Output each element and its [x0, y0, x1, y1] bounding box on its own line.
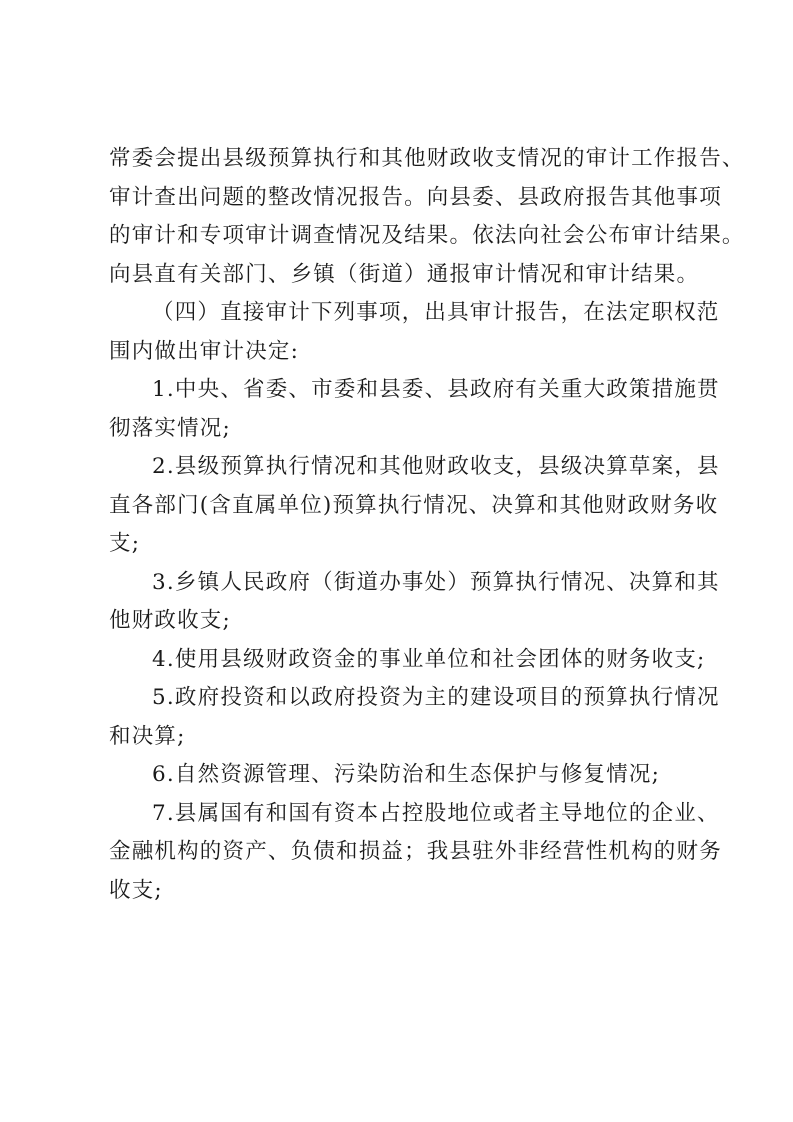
text-line: 的审计和专项审计调查情况及结果。依法向社会公布审计结果。 [109, 223, 745, 248]
text-line: 他财政收支; [109, 608, 231, 633]
text-line: 审计查出问题的整改情况报告。向县委、县政府报告其他事项 [109, 184, 722, 210]
list-item-1: 1.中央、省委、市委和县委、县政府有关重大政策措施贯 [152, 377, 720, 402]
list-item-3: 3.乡镇人民政府（街道办事处）预算执行情况、决算和其 [152, 569, 720, 595]
list-item-4: 4.使用县级财政资金的事业单位和社会团体的财务收支; [152, 646, 706, 672]
text-line: 向县直有关部门、乡镇（街道）通报审计情况和审计结果。 [109, 261, 700, 287]
text-line: 彻落实情况; [109, 415, 231, 441]
list-item-7: 7.县属国有和国有资本占控股地位或者主导地位的企业、 [152, 800, 720, 826]
text-line: 直各部门(含直属单位)预算执行情况、决算和其他财政财务收 [109, 492, 719, 518]
text-line: 围内做出审计决定: [109, 338, 300, 364]
list-item-5: 5.政府投资和以政府投资为主的建设项目的预算执行情况 [152, 685, 720, 710]
list-item-6: 6.自然资源管理、污染防治和生态保护与修复情况; [152, 762, 661, 787]
section-heading-line: （四）直接审计下列事项，出具审计报告，在法定职权范 [152, 300, 720, 325]
text-line: 和决算; [109, 723, 186, 749]
text-line: 收支; [109, 877, 163, 903]
list-item-2: 2.县级预算执行情况和其他财政收支，县级决算草案，县 [152, 454, 720, 479]
document-body [109, 140, 745, 910]
text-line: 支; [109, 531, 141, 556]
text-line: 金融机构的资产、负债和损益；我县驻外非经营性机构的财务 [109, 839, 722, 864]
text-line: 常委会提出县级预算执行和其他财政收支情况的审计工作报告、 [109, 146, 745, 171]
